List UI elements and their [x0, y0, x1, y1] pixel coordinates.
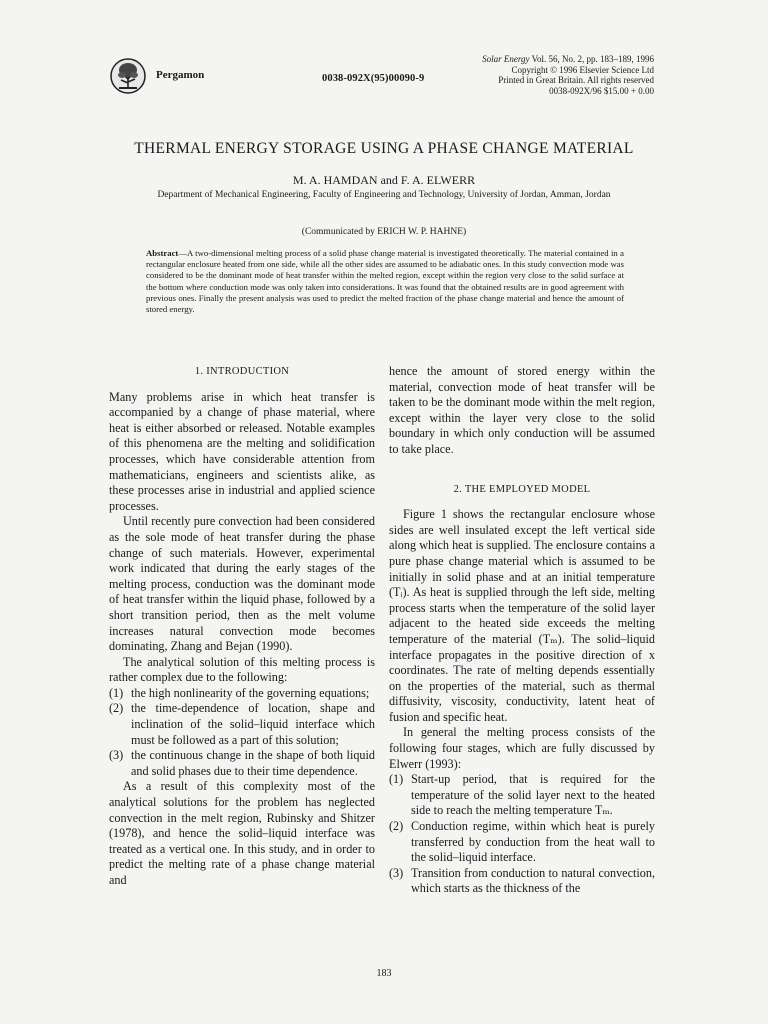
price-line: 0038-092X/96 $15.00 + 0.00	[549, 85, 654, 96]
abstract	[146, 248, 624, 315]
page-number: 183	[376, 968, 392, 979]
copyright-line: Copyright © 1996 Elsevier Science Ltd	[511, 64, 654, 75]
list-item	[109, 686, 375, 702]
elsevier-tree-logo-icon	[109, 57, 147, 95]
list-text: Conduction regime, within which heat is purely transferred by conduction from the heat wall to the solid–liquid interface.	[411, 819, 655, 865]
list-number: (3)	[109, 748, 124, 763]
paragraph: Figure 1 shows the rectangular enclosure whose sides are well insulated except the left vertical side along which heat is supplied. The enclosure contains a pure phase change material which is assumed to be initially in solid phase and at an initial temperature (Tᵢ). As heat is supplied through the left side, melting process starts when the temperature of the solid layer adjacent to the heated side exceeds the melting temperature of the material (Tₘ). The solid–liquid interface propagates in the positive direction of x coordinates. The rate of melting depends essentially on the properties of the material, such as thermal diffusivity, viscosity, conductivity, latent heat of fusion and specific heat.	[389, 507, 655, 724]
list-text: Transition from conduction to natural convection, which starts as the thickness of the	[411, 865, 655, 896]
paragraph: As a result of this complexity most of the analytical solutions for the problem has neglected convection in the melt region, Rubinsky and Shitzer (1978), and hence the solid–liquid interface was treated as a vertical one. In this study, and in order to predict the melting rate of a phase change material and	[109, 779, 375, 887]
journal-volume: Vol. 56, No. 2, pp. 183–189, 1996	[531, 54, 654, 64]
journal-info	[482, 54, 654, 96]
list-text: the continuous change in the shape of both liquid and solid phases due to their time dependence.	[131, 748, 375, 778]
list-text: the time-dependence of location, shape and inclination of the solid–liquid interface which must be followed as a part of this solution;	[131, 701, 375, 747]
list-text: the high nonlinearity of the governing equations;	[131, 685, 370, 700]
list-number: (1)	[389, 772, 404, 787]
list-number: (3)	[389, 865, 404, 880]
list-text: Start-up period, that is required for the temperature of the solid layer next to the heated side to reach the melting temperature Tₘ.	[411, 772, 655, 818]
list-number: (1)	[109, 685, 124, 700]
section-heading-employed-model: 2. THE EMPLOYED MODEL	[453, 483, 591, 495]
doi-code: 0038-092X(95)00090-9	[322, 73, 425, 84]
authors: M. A. HAMDAN and F. A. ELWERR	[292, 173, 476, 187]
communicated-by: (Communicated by ERICH W. P. HAHNE)	[301, 227, 467, 237]
publisher-name: Pergamon	[156, 69, 205, 81]
list-item	[389, 772, 655, 819]
paragraph: hence the amount of stored energy within the material, convection mode of heat transfer will be taken to be the dominant mode within the melt region, except within the layer very close to the solid boundary in which only conduction will be assumed to take place.	[389, 364, 655, 456]
abstract-text: —A two-dimensional melting process of a solid phase change material is investigated theoretically. The material contained in a rectangular enclosure heated from one side, while all the other sides are assumed to be adiabatic ones. In this study convection mode was considered to be the dominant mode of heat transfer within the melted region, except within the region very close to the solid surface at the bottom where conduction mode was only taken into considerations. It was found that the obtained results are in good agreement with previous ones. Finally the present analysis was used to predict the melted fraction of the phase change material and hence the amount of stored energy.	[146, 248, 624, 315]
paragraph: In general the melting process consists of the following four stages, which are fully discussed by Elwerr (1993):	[389, 725, 655, 771]
page-header	[0, 54, 768, 104]
affiliation: Department of Mechanical Engineering, Faculty of Engineering and Technology, University of Jordan, Amman, Jordan	[157, 190, 611, 200]
paragraph: Until recently pure convection had been considered as the sole mode of heat transfer during the phase change of such materials. However, experimental work indicated that during the early stages of the melting process, conduction was the dominant mode of heat transfer within the liquid phase, followed by a short transition period, then as the melt volume increases natural convection mode becomes dominating, Zhang and Bejan (1990).	[109, 514, 375, 654]
paragraph: The analytical solution of this melting process is rather complex due to the following:	[109, 654, 375, 685]
list-item	[109, 701, 375, 748]
list-number: (2)	[389, 819, 404, 834]
paper-title: THERMAL ENERGY STORAGE USING A PHASE CHANGE MATERIAL	[134, 140, 634, 157]
printed-line: Printed in Great Britain. All rights reserved	[498, 75, 654, 85]
paragraph: Many problems arise in which heat transfer is accompanied by a change of phase material, where heat is either absorbed or released. Notable examples of this phenomena are the melting and solidification processes, which have considerable attention from mathematicians, engineers and scientists alike, as these processes arise in industrial and applied science processes.	[109, 389, 375, 513]
list-item	[389, 819, 655, 866]
journal-name: Solar Energy	[482, 54, 530, 64]
abstract-label: Abstract	[146, 248, 179, 258]
list-number: (2)	[109, 701, 124, 716]
left-column	[109, 364, 375, 889]
right-column	[389, 364, 655, 897]
list-item	[389, 866, 655, 897]
section-heading-introduction: 1. INTRODUCTION	[194, 366, 290, 377]
list-item	[109, 748, 375, 779]
